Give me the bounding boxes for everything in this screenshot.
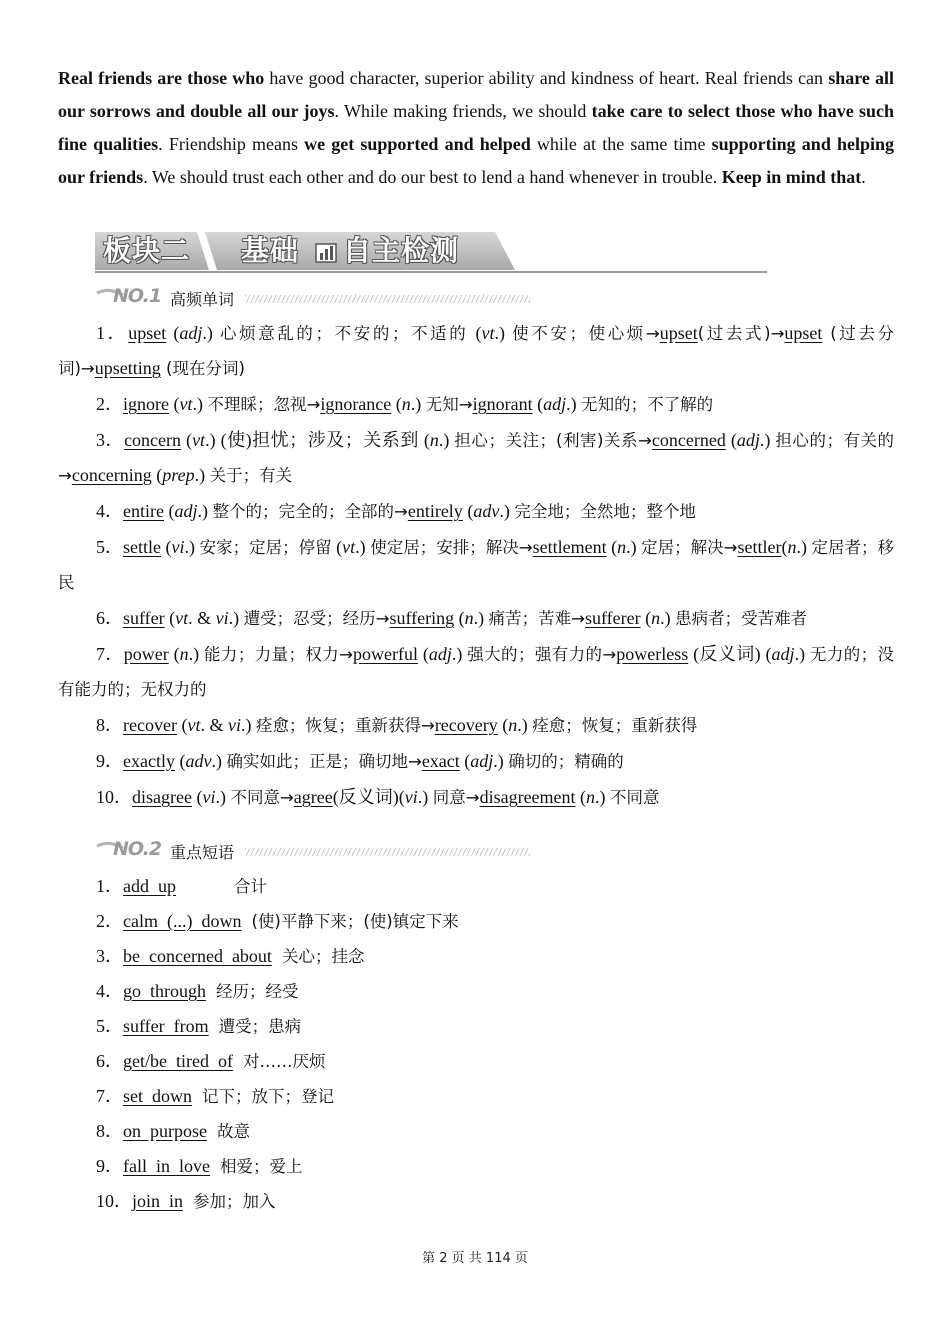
phrase-meaning: 合计 xyxy=(234,877,267,896)
vocab-meaning: (过去分词)→ xyxy=(58,324,895,378)
phrase-meaning: 故意 xyxy=(217,1122,250,1141)
part-of-speech: vt xyxy=(179,394,193,414)
vocab-punct: ( xyxy=(497,715,509,735)
vocab-meaning: 心烦意乱的；不安的；不适的 xyxy=(219,324,469,343)
vocab-punct: .) xyxy=(410,394,426,414)
phrase-meaning: (使)平静下来；(使)镇定下来 xyxy=(251,912,459,931)
intro-text-1: have good character, superior ability and kindness of heart. Real friends can xyxy=(264,68,829,88)
phrase-number: 3． xyxy=(96,946,123,966)
phrase-number: 9． xyxy=(96,1156,123,1176)
vocab-punct: .) xyxy=(355,537,371,557)
part-of-speech: n xyxy=(401,394,411,414)
phrase-number: 8． xyxy=(96,1121,123,1141)
part-of-speech: vi xyxy=(404,787,418,807)
vocab-meaning: 无知的；不了解的 xyxy=(581,395,714,414)
vocab-punct: .) xyxy=(188,644,205,664)
vocab-number: 10． xyxy=(96,787,132,807)
vocab-punct: .) xyxy=(417,787,433,807)
phrase-item xyxy=(96,1009,596,1044)
vocab-meaning: 完全地；全然地；整个地 xyxy=(514,502,696,521)
vocab-meaning: 担心；关注；(利害)关系→ xyxy=(454,431,652,450)
vocab-number: 8． xyxy=(96,715,123,735)
vocab-word: upset xyxy=(659,323,698,343)
vocab-punct: ( xyxy=(174,751,186,771)
phrase-meaning: 关心；挂念 xyxy=(281,947,365,966)
vocab-punct: ( xyxy=(532,394,544,414)
vocab-punct: ( xyxy=(161,537,172,557)
phrase-english: get/be tired of xyxy=(123,1051,233,1071)
phrase-english: fall in love xyxy=(123,1156,210,1176)
part-of-speech: vt xyxy=(175,608,189,628)
part-of-speech: adv xyxy=(185,751,212,771)
vocab-word: exactly xyxy=(123,751,175,771)
part-of-speech: adv xyxy=(473,501,500,521)
intro-text-5: . We should trust each other and do our best to lend a hand whenever in trouble. xyxy=(143,167,722,187)
vocab-meaning: 不同意 xyxy=(610,788,660,807)
intro-bold-1: Real friends are those who xyxy=(58,68,265,88)
phrase-english: on purpose xyxy=(123,1121,207,1141)
vocab-word: power xyxy=(123,644,169,664)
vocab-number: 2． xyxy=(96,394,123,414)
vocab-punct: ( xyxy=(454,608,465,628)
phrase-number: 7． xyxy=(96,1086,123,1106)
hatch-rule xyxy=(245,295,530,303)
vocab-punct: ( xyxy=(417,644,429,664)
vocab-word: suffer xyxy=(123,608,165,628)
vocab-word: upset xyxy=(784,323,823,343)
hatch-rule xyxy=(245,848,530,856)
section-banner xyxy=(95,232,767,276)
vocab-item xyxy=(58,387,894,422)
vocab-meaning: 痊愈；恢复；重新获得 xyxy=(532,716,698,735)
vocab-word: upsetting xyxy=(94,358,161,378)
vocab-meaning: 使不安；使心烦→ xyxy=(512,324,660,343)
intro-text-3: . Friendship means xyxy=(158,134,305,154)
vocab-meaning: 强大的；强有力的→ xyxy=(467,645,617,664)
phrase-number: 1． xyxy=(96,876,123,896)
subhead-label: 高频单词 xyxy=(170,290,235,309)
phrase-meaning: 参加；加入 xyxy=(193,1192,276,1211)
vocab-meaning: 定居；解决→ xyxy=(641,538,738,557)
vocab-item xyxy=(58,530,894,600)
intro-bold-6: Keep in mind that xyxy=(721,167,862,187)
vocab-punct: .) xyxy=(194,465,210,485)
phrase-number: 10． xyxy=(96,1191,132,1211)
part-of-speech: n xyxy=(508,715,518,735)
vocab-word: settlement xyxy=(532,537,607,557)
phrase-number: 4． xyxy=(96,981,123,1001)
vocab-meaning: (现在分词) xyxy=(160,359,245,378)
part-of-speech: n xyxy=(586,787,596,807)
intro-bold-5: supporting and helping our friends xyxy=(58,134,895,187)
part-of-speech: n xyxy=(179,644,189,664)
vocab-meaning: 定居者；移民 xyxy=(58,538,895,592)
phrase-item xyxy=(96,1114,596,1149)
vocab-number: 5． xyxy=(96,537,124,557)
vocab-punct: .) xyxy=(494,323,513,343)
part-of-speech: adj xyxy=(771,644,795,664)
vocab-meaning: 不同意→ xyxy=(230,788,294,807)
vocab-punct: .) xyxy=(759,430,776,450)
banner-title-part3: 自主检测 xyxy=(343,234,460,267)
vocab-word: entire xyxy=(123,501,164,521)
vocab-punct: ( xyxy=(331,537,343,557)
phrase-item xyxy=(96,1079,596,1114)
phrase-number: 2． xyxy=(96,911,123,931)
intro-bold-2: share all our sorrows and double all our joys xyxy=(58,68,895,121)
vocab-meaning: 确切的；精确的 xyxy=(508,752,624,771)
vocab-punct: .) xyxy=(796,537,812,557)
vocab-punct: ( xyxy=(151,465,163,485)
subhead-label: 重点短语 xyxy=(170,843,235,862)
vocab-punct: .) xyxy=(228,608,244,628)
part-of-speech: vt xyxy=(342,537,356,557)
vocab-meaning: 使定居；安排；解决→ xyxy=(370,538,533,557)
vocab-punct: ( xyxy=(191,787,203,807)
page-footer: 第 2 页 共 114 页 xyxy=(422,1251,528,1266)
vocab-punct: .) xyxy=(240,715,256,735)
vocab-punct: ( xyxy=(468,323,482,343)
vocab-number: 6． xyxy=(96,608,123,628)
part-of-speech: adj xyxy=(543,394,567,414)
part-of-speech: adj xyxy=(428,644,452,664)
phrase-item xyxy=(96,939,596,974)
vocab-punct: .) xyxy=(451,644,468,664)
vocab-item xyxy=(58,637,894,707)
vocab-punct: .) xyxy=(794,644,810,664)
part-of-speech: n xyxy=(429,430,439,450)
part-of-speech: prep xyxy=(162,465,195,485)
vocab-punct: .) xyxy=(517,715,533,735)
vocab-punct: .) xyxy=(184,537,200,557)
phrase-meaning: 遭受；患病 xyxy=(218,1017,302,1036)
vocab-word: powerful xyxy=(353,644,418,664)
vocab-word: exact xyxy=(421,751,460,771)
vocab-number: 1． xyxy=(96,323,129,343)
phrase-english: set down xyxy=(123,1086,192,1106)
vocab-word: disagreement xyxy=(479,787,576,807)
intro-text-2: . While making friends, we should xyxy=(334,101,592,121)
vocab-word: ignorant xyxy=(472,394,533,414)
subhead-key-phrases xyxy=(95,838,535,864)
vocab-meaning: 整个的；完全的；全部的→ xyxy=(212,502,408,521)
vocab-punct: .) xyxy=(493,751,509,771)
phrase-english: add up xyxy=(123,876,176,896)
vocab-word: sufferer xyxy=(584,608,641,628)
banner-rule xyxy=(95,271,767,273)
vocab-punct: ( xyxy=(168,644,180,664)
phrase-meaning: 相爱；爱上 xyxy=(219,1157,303,1176)
vocab-punct: ( xyxy=(166,323,180,343)
vocab-punct: ( xyxy=(391,394,402,414)
vocab-word: powerless xyxy=(616,644,689,664)
vocab-punct: .) xyxy=(660,608,676,628)
part-of-speech: adj xyxy=(179,323,203,343)
vocab-item xyxy=(58,316,894,386)
vocab-word: ignorance xyxy=(320,394,392,414)
vocab-meaning: 关于；有关 xyxy=(209,466,293,485)
phrase-list xyxy=(96,869,596,1219)
vocab-word: agree xyxy=(293,787,333,807)
vocab-punct: .) xyxy=(215,787,231,807)
vocab-number: 9． xyxy=(96,751,123,771)
intro-paragraph xyxy=(58,62,894,194)
vocab-punct: .) xyxy=(197,501,213,521)
vocab-number: 3． xyxy=(96,430,125,450)
phrase-item xyxy=(96,1149,596,1184)
banner-title-part2: 基础 xyxy=(241,234,300,267)
phrase-meaning: 经历；经受 xyxy=(216,982,299,1001)
vocab-word: concern xyxy=(124,430,182,450)
vocab-item xyxy=(58,780,894,815)
part-of-speech: n xyxy=(617,537,627,557)
part-of-speech: adj xyxy=(174,501,198,521)
part-of-speech: vt xyxy=(481,323,495,343)
vocab-punct: .) xyxy=(473,608,489,628)
subhead-number: NO.1 xyxy=(113,285,162,307)
vocab-word: settler xyxy=(737,537,782,557)
bar-chart-icon xyxy=(315,243,337,263)
vocab-word: ignore xyxy=(123,394,169,414)
vocab-punct: ( xyxy=(781,537,788,557)
vocab-item xyxy=(58,744,894,779)
phrase-item xyxy=(96,974,596,1009)
vocab-punct: .) xyxy=(626,537,642,557)
vocab-meaning: 能力；力量；权力→ xyxy=(204,645,353,664)
vocab-punct: .) xyxy=(499,501,515,521)
phrase-number: 6． xyxy=(96,1051,123,1071)
vocab-meaning: 同意→ xyxy=(432,788,480,807)
part-of-speech: n xyxy=(787,537,797,557)
vocab-punct: .) xyxy=(192,394,208,414)
vocab-meaning: 无力的；没有能力的；无权力的 xyxy=(58,645,895,699)
part-of-speech: vi xyxy=(215,608,229,628)
vocab-punct: .) xyxy=(438,430,455,450)
vocab-word: suffering xyxy=(389,608,455,628)
vocab-punct: ( xyxy=(459,751,471,771)
vocab-punct: ( xyxy=(640,608,652,628)
vocab-punct: .) xyxy=(202,323,220,343)
vocab-punct: ( xyxy=(164,608,176,628)
intro-text-6: . xyxy=(861,167,866,187)
part-of-speech: vi xyxy=(202,787,216,807)
vocab-punct: . & xyxy=(188,608,216,628)
vocab-word: concerning xyxy=(71,465,152,485)
part-of-speech: adj xyxy=(736,430,760,450)
phrase-english: suffer from xyxy=(123,1016,209,1036)
vocab-item xyxy=(58,601,894,636)
part-of-speech: n xyxy=(464,608,474,628)
phrase-english: calm (...) down xyxy=(123,911,242,931)
vocab-punct: .) xyxy=(211,751,227,771)
vocab-meaning: 担心的；有关的→ xyxy=(58,431,895,485)
vocab-list xyxy=(58,316,894,816)
phrase-english: join in xyxy=(132,1191,184,1211)
vocab-item xyxy=(58,423,894,493)
vocab-punct: ( xyxy=(606,537,618,557)
vocab-meaning: 确实如此；正是；确切地→ xyxy=(226,752,422,771)
part-of-speech: vi xyxy=(171,537,185,557)
vocab-meaning: 患病者；受苦难者 xyxy=(675,609,808,628)
part-of-speech: vt xyxy=(192,430,206,450)
vocab-punct: ( xyxy=(163,501,175,521)
vocab-meaning: 不理睬；忽视→ xyxy=(207,395,321,414)
vocab-punct: ( xyxy=(725,430,737,450)
part-of-speech: n xyxy=(651,608,661,628)
phrase-english: be concerned about xyxy=(123,946,272,966)
vocab-punct: .) (使)担忧；涉及；关系到 ( xyxy=(205,430,430,450)
banner-title-part1: 板块二 xyxy=(103,234,191,267)
vocab-punct: .) xyxy=(595,787,611,807)
vocab-word: disagree xyxy=(132,787,192,807)
intro-bold-4: we get supported and helped xyxy=(304,134,531,154)
vocab-item xyxy=(58,708,894,743)
vocab-meaning: 安家；定居；停留 xyxy=(199,538,332,557)
phrase-meaning: 记下；放下；登记 xyxy=(202,1087,334,1106)
part-of-speech: vt xyxy=(187,715,201,735)
phrase-item xyxy=(96,869,596,904)
vocab-meaning: (过去式)→ xyxy=(697,324,785,343)
vocab-word: settle xyxy=(123,537,162,557)
phrase-item xyxy=(96,1184,596,1219)
vocab-punct: (反义词) ( xyxy=(688,644,772,664)
vocab-number: 4． xyxy=(96,501,123,521)
vocab-word: concerned xyxy=(651,430,726,450)
vocab-word: recover xyxy=(123,715,177,735)
vocab-number: 7． xyxy=(96,644,124,664)
part-of-speech: vi xyxy=(227,715,241,735)
vocab-punct: ( xyxy=(462,501,474,521)
part-of-speech: adj xyxy=(470,751,494,771)
vocab-punct: ( xyxy=(176,715,188,735)
phrase-meaning: 对……厌烦 xyxy=(242,1052,326,1071)
vocab-item xyxy=(58,494,894,529)
vocab-word: upset xyxy=(128,323,167,343)
phrase-item xyxy=(96,904,596,939)
subhead-number: NO.2 xyxy=(113,838,162,860)
phrase-item xyxy=(96,1044,596,1079)
phrase-english: go through xyxy=(123,981,206,1001)
vocab-meaning: 遭受；忍受；经历→ xyxy=(243,609,390,628)
subhead-high-frequency-words xyxy=(95,285,535,311)
vocab-meaning: 痊愈；恢复；重新获得→ xyxy=(255,716,435,735)
phrase-number: 5． xyxy=(96,1016,123,1036)
vocab-punct: ( xyxy=(168,394,180,414)
vocab-meaning: 痛苦；苦难→ xyxy=(488,609,585,628)
intro-bold-3: take care to select those who have such fine qualities xyxy=(58,101,895,154)
vocab-punct: .) xyxy=(566,394,582,414)
vocab-word: entirely xyxy=(407,501,463,521)
vocab-punct: . & xyxy=(200,715,228,735)
vocab-word: recovery xyxy=(434,715,498,735)
intro-text-4: while at the same time xyxy=(530,134,712,154)
vocab-punct: ( xyxy=(575,787,587,807)
vocab-punct: (反义词)( xyxy=(332,787,405,807)
vocab-punct: ( xyxy=(181,430,193,450)
vocab-meaning: 无知→ xyxy=(425,395,473,414)
